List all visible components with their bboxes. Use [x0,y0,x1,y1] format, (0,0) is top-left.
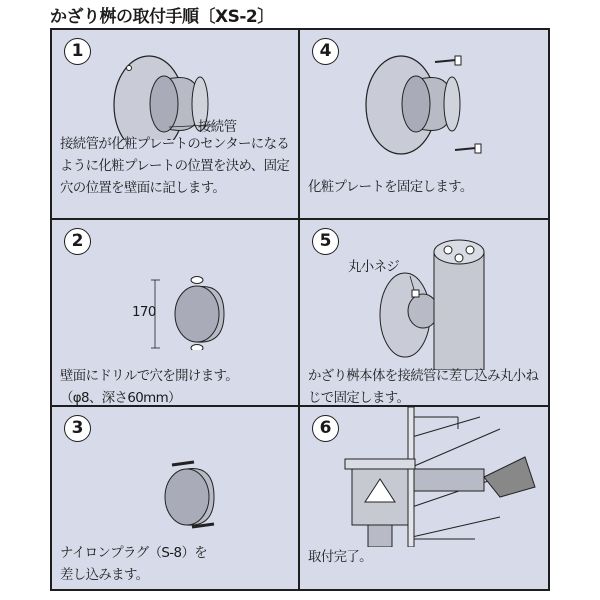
step-number: 5 [312,228,339,255]
step-6-cell [300,407,546,589]
step-number: 1 [64,38,91,65]
nylon-plug-icon [172,462,194,465]
screw-icon [455,144,481,153]
step-4-cell [300,30,546,218]
instruction-grid [50,28,550,591]
step-number: 3 [64,415,91,442]
step-number: 4 [312,38,339,65]
step-5-cell [300,220,546,405]
step-1-text: 接続管が化粧プレートのセンターになるように化粧プレートの位置を決め、固定穴の位置を壁面に記します。 [60,137,290,196]
step-4-text: 化粧プレートを固定します。 [308,180,473,195]
step-2-cell [52,220,298,405]
connector-callout: 接続管 [198,120,237,135]
screw-callout: 丸小ネジ [348,260,400,275]
step-1-cell [52,30,298,218]
dimension-label: 170 [132,305,156,320]
plate-fixing-illustration [300,30,546,160]
completed-installation-illustration [300,407,546,547]
plug-insertion-illustration [52,407,298,532]
step-3-text: ナイロンプラグ（S-8）を 差し込みます。 [60,546,208,583]
step-5-text: かざり桝本体を接続管に差し込み丸小ねじで固定します。 [308,369,539,406]
page-title: かざり桝の取付手順〔XS-2〕 [50,7,274,27]
screw-icon [435,56,461,65]
step-6-text: 取付完了。 [308,550,372,565]
step-3-cell [52,407,298,589]
drilling-illustration [52,220,298,350]
plate-with-connector-illustration [52,30,298,140]
body-assembly-illustration [300,220,546,370]
step-number: 6 [312,415,339,442]
step-number: 2 [64,228,91,255]
step-2-text: 壁面にドリルで穴を開けます。 （φ8、深さ60mm） [60,369,238,406]
